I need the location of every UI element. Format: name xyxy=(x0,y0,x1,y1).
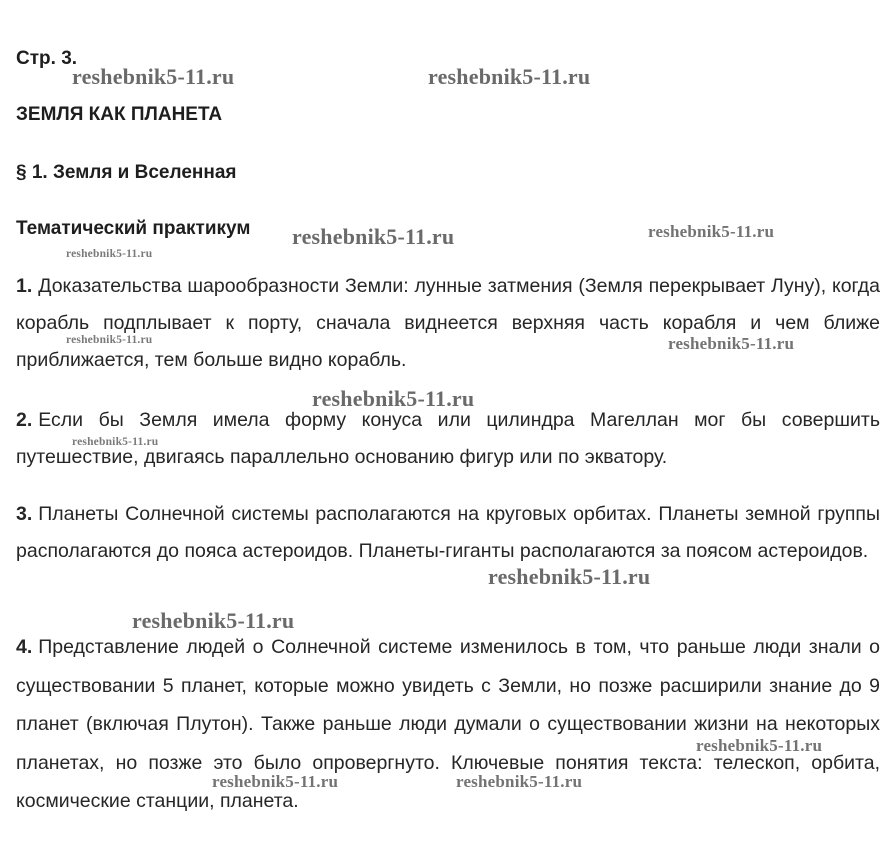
watermark: reshebnik5-11.ru xyxy=(66,248,153,260)
item-number: 2. xyxy=(16,409,33,431)
watermark: reshebnik5-11.ru xyxy=(72,436,159,448)
item-text: Если бы Земля имела форму конуса или цилиндра Магеллан мог бы совершить путешествие, двигаясь параллельно основанию фигур или по экватору. xyxy=(16,409,880,468)
section-title: ЗЕМЛЯ КАК ПЛАНЕТА xyxy=(16,104,223,125)
watermark: reshebnik5-11.ru xyxy=(648,222,775,241)
watermark: reshebnik5-11.ru xyxy=(72,64,235,89)
practicum-title: Тематический практикум xyxy=(16,218,251,239)
item-number: 1. xyxy=(16,275,33,297)
paragraph-title: § 1. Земля и Вселенная xyxy=(16,162,237,183)
item-text: Доказательства шарообразности Земли: лунные затмения (Земля перекрывает Луну), когда корабль подплывает к порту, сначала виднеется верхняя часть корабля и чем ближе приближается, тем больше видно корабль. xyxy=(16,275,880,371)
watermark: reshebnik5-11.ru xyxy=(456,772,583,791)
watermark: reshebnik5-11.ru xyxy=(292,224,455,249)
watermark: reshebnik5-11.ru xyxy=(488,564,651,589)
item-text: Представление людей о Солнечной системе изменилось в том, что раньше люди знали о существовании 5 планет, которые можно увидеть с Земли, но позже расширили знание до 9 планет (включая Плутон). Также раньше люди думали о существовании жизни на некоторых планетах, но позже это было опровергнуто. Ключевые понятия текста: телескоп, орбита, космические станции, планета. xyxy=(16,636,880,812)
item-number: 4. xyxy=(16,636,33,658)
item-1 xyxy=(16,268,880,379)
watermark: reshebnik5-11.ru xyxy=(66,334,153,346)
watermark: reshebnik5-11.ru xyxy=(132,608,295,633)
item-text: Планеты Солнечной системы располагаются на круговых орбитах. Планеты земной группы располагаются до пояса астероидов. Планеты-гиганты располагаются за поясом астероидов. xyxy=(16,503,880,562)
item-number: 3. xyxy=(16,503,33,525)
watermark: reshebnik5-11.ru xyxy=(212,772,339,791)
item-3 xyxy=(16,496,880,570)
watermark: reshebnik5-11.ru xyxy=(428,64,591,89)
item-4 xyxy=(16,628,880,821)
watermark: reshebnik5-11.ru xyxy=(312,386,475,411)
watermark: reshebnik5-11.ru xyxy=(668,334,795,353)
page-label: Стр. 3. xyxy=(16,48,78,69)
watermark: reshebnik5-11.ru xyxy=(696,736,823,755)
